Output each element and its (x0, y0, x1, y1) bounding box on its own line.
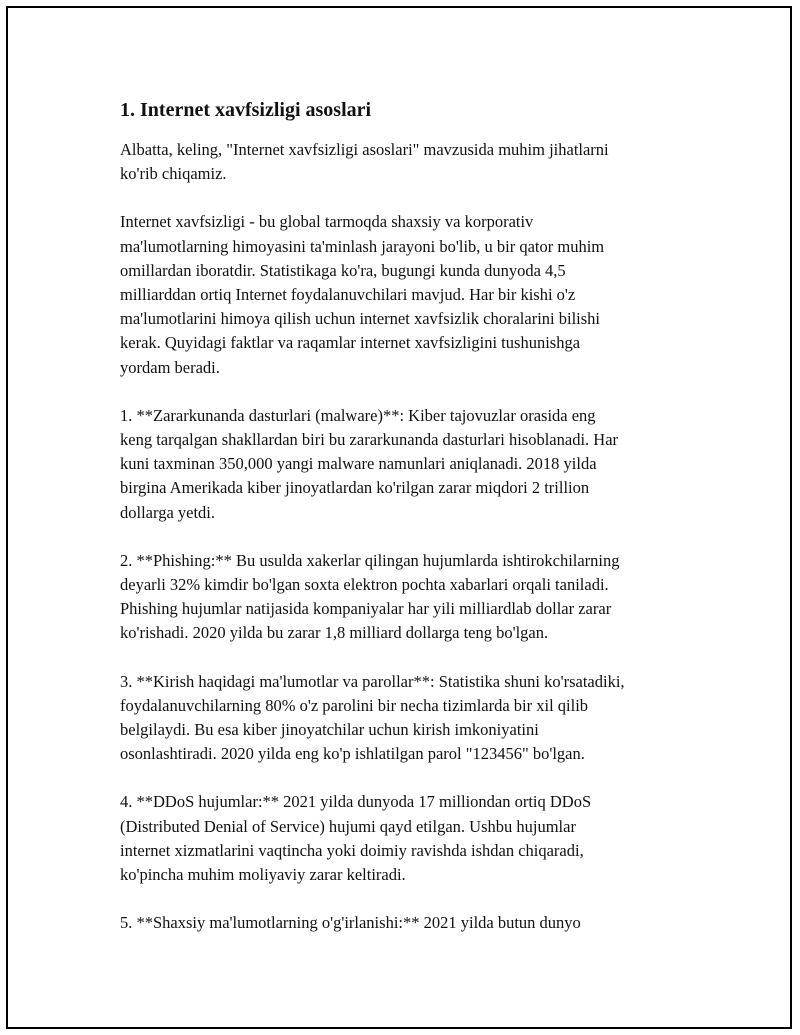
paragraph-passwords: 3. **Kirish haqidagi ma'lumotlar va parollar**: Statistika shuni ko'rsatadiki, foydalanuvchilarning 80% o'z parolini bir necha tizimlarda bir xil qilib belgilaydi. Bu esa kiber jinoyatchilar uchun kirish imkoniyatini osonlashtiradi. 2020 yilda eng ko'p ishlatilgan parol "123456" bo'lgan. (120, 671, 625, 764)
paragraph-overview: Internet xavfsizligi - bu global tarmoqda shaxsiy va korporativ ma'lumotlarning himoyasini ta'minlash jarayoni bo'lib, u bir qator muhim omillardan iboratdir. Statistikaga ko'ra, bugungi kunda dunyoda 4,5 milliarddan ortiq Internet foydalanuvchilari mavjud. Har bir kishi o'z ma'lumotlarini himoya qilish uchun internet xavfsizlik choralarini bilishi kerak. Quyidagi faktlar va raqamlar internet xavfsizligini tushunishga yordam beradi. (120, 212, 605, 377)
document-title: 1. Internet xavfsizligi asoslari (120, 99, 372, 121)
paragraph-malware: 1. **Zararkunanda dasturlari (malware)**: Kiber tajovuzlar orasida eng keng tarqalgan shakllardan biri bu zararkunanda dasturlari hisoblanadi. Har kuni taxminan 350,000 yangi malware namunlari aniqlanadi. 2018 yilda birgina Amerikada kiber jinoyatlardan ko'rilgan zarar miqdori 2 trillion dollarga yetdi. (120, 405, 619, 522)
paragraph-phishing: 2. **Phishing:** Bu usulda xakerlar qilingan hujumlarda ishtirokchilarning deyarli 32% kimdir bo'lgan soxta elektron pochta xabarlari orqali taniladi. Phishing hujumlar natijasida kompaniyalar har yili milliardlab dollar zarar ko'rishadi. 2020 yilda bu zarar 1,8 milliard dollarga teng bo'lgan. (120, 550, 620, 643)
paragraph-intro: Albatta, keling, "Internet xavfsizligi asoslari" mavzusida muhim jihatlarni ko'rib chiqamiz. (120, 140, 609, 184)
document-body (120, 96, 710, 959)
paragraph-data-theft: 5. **Shaxsiy ma'lumotlarning o'g'irlanishi:** 2021 yilda butun dunyo (120, 913, 581, 933)
paragraph-ddos: 4. **DDoS hujumlar:** 2021 yilda dunyoda 17 milliondan ortiq DDoS (Distributed Denial of Service) hujumi qayd etilgan. Ushbu hujumlar internet xizmatlarini vaqtincha yoki doimiy ravishda ishdan chiqaradi, ko'pincha muhim moliyaviy zarar keltiradi. (120, 792, 592, 885)
page-frame (6, 6, 792, 1029)
